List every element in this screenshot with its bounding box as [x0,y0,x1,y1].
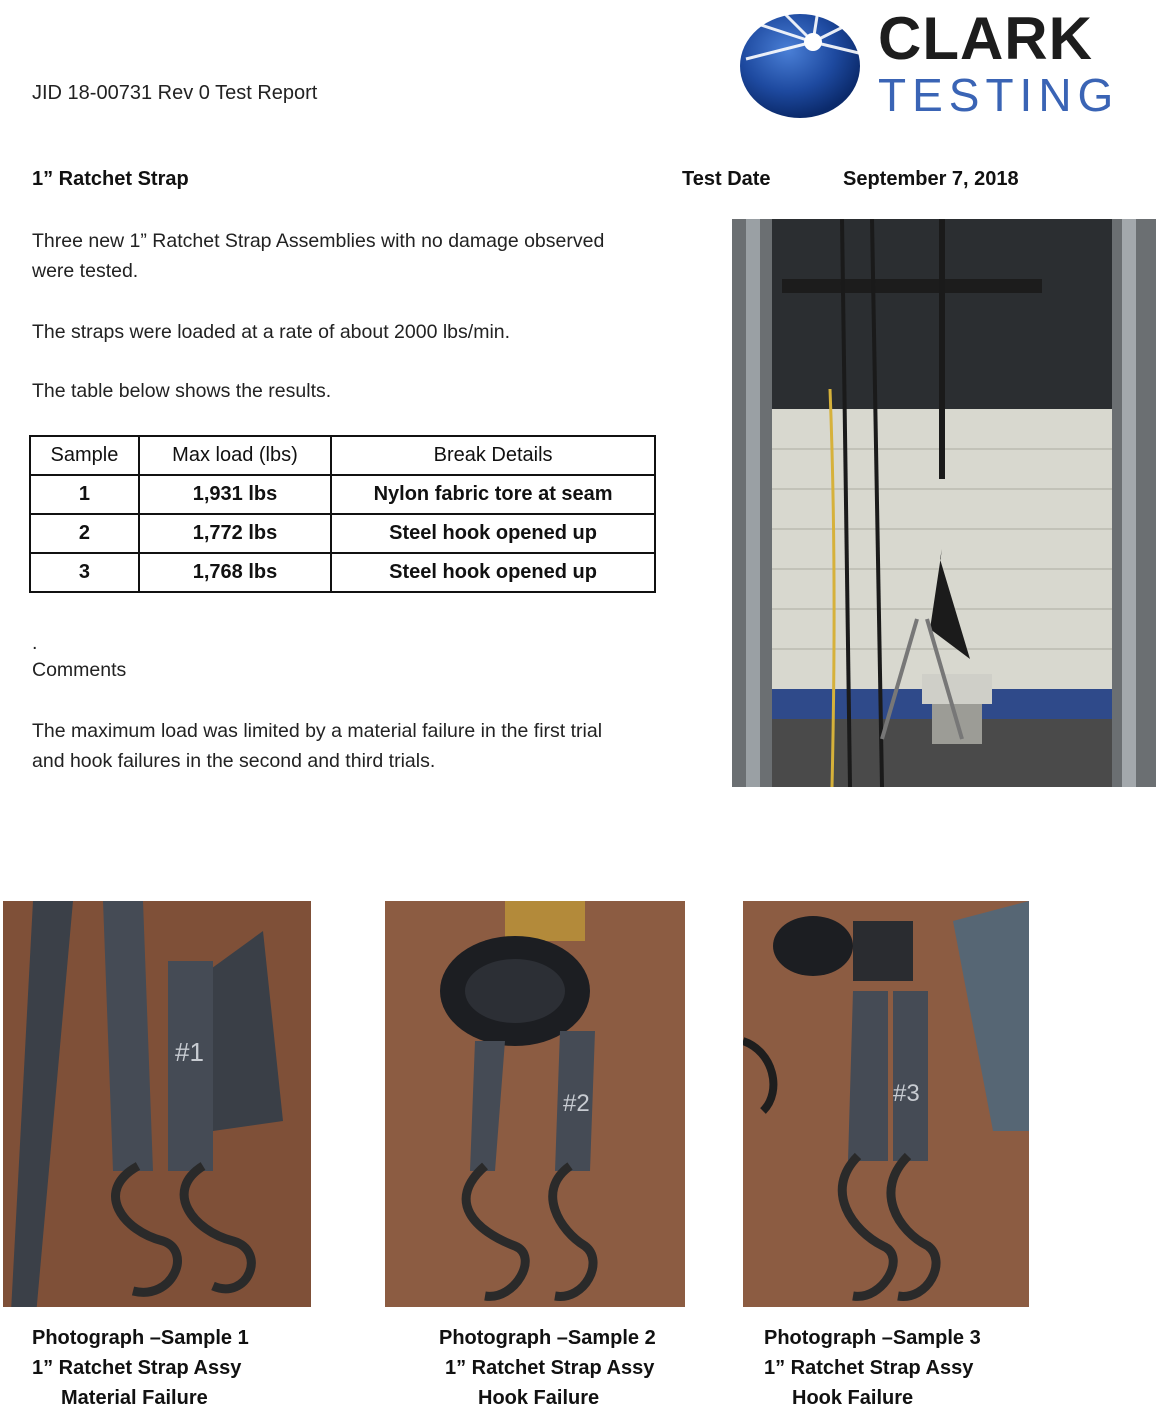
header-max-load: Max load (lbs) [139,436,331,475]
product-title: 1” Ratchet Strap [32,168,189,190]
table-header-row [30,436,655,475]
globe-icon [738,4,873,124]
results-table [29,435,656,593]
cell-break-details: Steel hook opened up [331,514,655,553]
sample-2-photo [385,901,685,1307]
cell-sample: 3 [30,553,139,592]
cell-max-load: 1,772 lbs [139,514,331,553]
test-date-label: Test Date [682,168,771,190]
sample-1-photo [3,901,311,1307]
logo-text-clark: CLARK [878,5,1093,72]
comments-line: The maximum load was limited by a material failure in the first trial [32,720,603,742]
sample-3-mark: #3 [893,1080,920,1107]
sample-2-mark: #2 [563,1090,590,1117]
caption-line: 1” Ratchet Strap Assy [445,1357,655,1379]
intro-line: were tested. [32,260,139,282]
caption-sample-2 [439,1323,656,1413]
intro-paragraph-3: The table below shows the results. [32,380,332,402]
cell-sample: 1 [30,475,139,514]
comments-line: and hook failures in the second and third trials. [32,750,436,772]
table-row [30,475,655,514]
caption-sample-1 [32,1323,249,1413]
cell-sample: 2 [30,514,139,553]
cell-break-details: Nylon fabric tore at seam [331,475,655,514]
intro-line: Three new 1” Ratchet Strap Assemblies with no damage observed [32,230,605,252]
sample-3-photo [743,901,1029,1307]
caption-line: Photograph –Sample 3 [764,1327,981,1349]
sample-1-mark: #1 [175,1037,204,1067]
header-break-details: Break Details [331,436,655,475]
caption-line: Material Failure [61,1387,208,1409]
test-rig-photo [732,219,1156,787]
caption-line: Hook Failure [792,1387,914,1409]
intro-paragraph-2: The straps were loaded at a rate of about 2000 lbs/min. [32,321,511,343]
comments-heading: Comments [32,659,127,681]
cell-max-load: 1,768 lbs [139,553,331,592]
caption-line: Photograph –Sample 2 [439,1327,656,1349]
stray-dot: . [32,632,38,654]
intro-paragraph-1 [32,226,604,286]
test-date-value: September 7, 2018 [843,168,1019,190]
caption-line: 1” Ratchet Strap Assy [32,1357,242,1379]
comments-body [32,716,602,776]
report-id: JID 18-00731 Rev 0 Test Report [32,82,318,104]
caption-line: Photograph –Sample 1 [32,1327,249,1349]
logo-text-testing: TESTING [878,69,1120,121]
header-sample: Sample [30,436,139,475]
cell-max-load: 1,931 lbs [139,475,331,514]
clark-testing-logo [738,4,1153,124]
table-row [30,553,655,592]
caption-line: Hook Failure [478,1387,600,1409]
cell-break-details: Steel hook opened up [331,553,655,592]
caption-line: 1” Ratchet Strap Assy [764,1357,974,1379]
caption-sample-3 [764,1323,981,1413]
table-row [30,514,655,553]
